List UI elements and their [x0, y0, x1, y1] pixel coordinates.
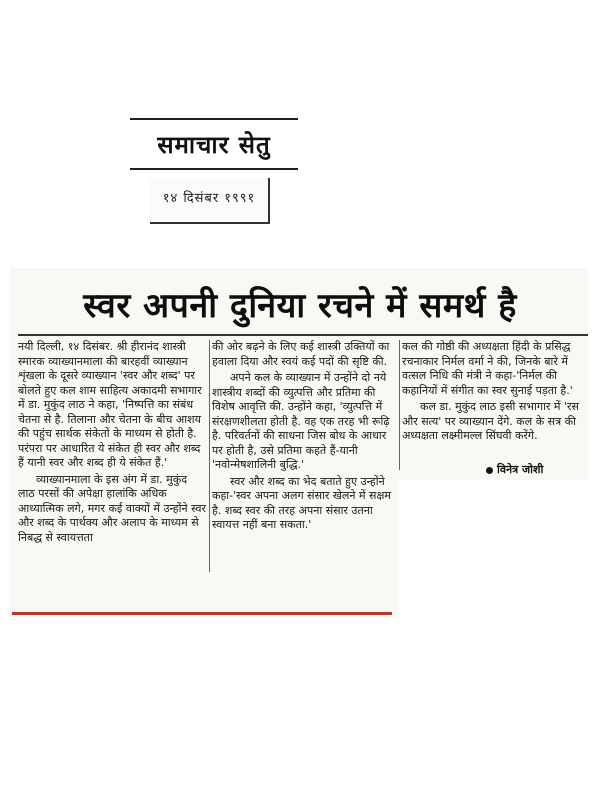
article-paragraph: स्वर और शब्द का भेद बताते हुए उन्होंने कहा-'स्वर अपना अलग संसार खेलने में सक्षम है. शब्द स्वर की तरह अपना संसार उतना स्वायत्त नहीं बना सकता.' [212, 474, 391, 531]
byline-name: विनेत्र जोशी [497, 463, 544, 476]
dateline-date: १४ दिसंबर १९९१ [162, 191, 256, 206]
clipping-cut-corner [398, 480, 588, 620]
newspaper-masthead [130, 118, 298, 170]
article-column-3 [402, 340, 586, 446]
article-column-1 [18, 340, 206, 547]
column-divider [399, 340, 400, 470]
dateline-stamp [150, 178, 270, 224]
article-paragraph: की ओर बढ़ने के लिए कई शास्त्री उक्तियों का हवाला दिया और स्वयं कई पदों की सृष्टि की. [212, 340, 390, 368]
article-byline [486, 462, 543, 477]
article-paragraph: अपने कल के व्याख्यान में उन्होंने दो नये शास्त्रीय शब्दों की व्युत्पत्ति और प्रतिमा की विशेष आवृत्ति की. उन्होंने कहा, 'व्युत्पत्ति में संरक्षणशीलता होती है. वह एक तरह भी रूढ़ि है. परिवर्तनों की साधना जिस बोध के आधार पर होती है, उसे प्रतिमा कहते हैं-यानी 'नवोन्मेषशालिनी बुद्धि.' [212, 371, 390, 471]
article-paragraph: नयी दिल्ली, १४ दिसंबर. श्री हीरानंद शास्त्री स्मारक व्याख्यानमाला की बारहवीं व्याख्यान शृंखला के दूसरे व्याख्यान 'स्वर और शब्द' पर बोलते हुए कल शाम साहित्य अकादमी सभागार में डा. मुकुंद लाठ ने कहा, 'निष्पत्ति का संबंध चेतना से है. तिलाना और चेतना के बीच आशय की पहुंच सार्थक संकेतों के माध्यम से होती है. परंपरा पर आधारित ये संकेत ही स्वर और शब्द हैं यानी स्वर और शब्द ही ये संकेत हैं.' [18, 340, 202, 469]
article-paragraph: व्याख्यानमाला के इस अंग में डा. मुकुंद लाठ परसों की अपेक्षा हालांकि अधिक आध्यात्मिक लगे, मगर कई वाक्यों में उन्होंने स्वर और शब्द के पार्थक्य और अलाप के माध्यम से निबद्ध से स्वायत्तता [18, 472, 206, 544]
clipping-bottom-edge [12, 612, 392, 615]
article-paragraph: कल की गोष्ठी की अध्यक्षता हिंदी के प्रसिद्ध रचनाकार निर्मल वर्मा ने की, जिनके बारे में वत्सल निधि की मंत्री ने कहा-'निर्मल की कहानियों में संगीत का स्वर सुनाई पड़ता है.' [402, 340, 573, 397]
bullet-icon [486, 467, 493, 474]
column-divider [209, 340, 210, 572]
headline-divider [18, 334, 588, 336]
masthead-title: समाचार सेतु [157, 129, 271, 159]
article-headline: स्वर अपनी दुनिया रचने में समर्थ है [83, 286, 517, 326]
article-paragraph: कल डा. मुकुंद लाठ इसी सभागार में 'रस और सत्य' पर व्याख्यान देंगे. कल के सत्र की अध्यक्षता लक्ष्मीमल्ल सिंघवी करेंगे. [402, 400, 579, 442]
article-column-2 [212, 340, 396, 535]
